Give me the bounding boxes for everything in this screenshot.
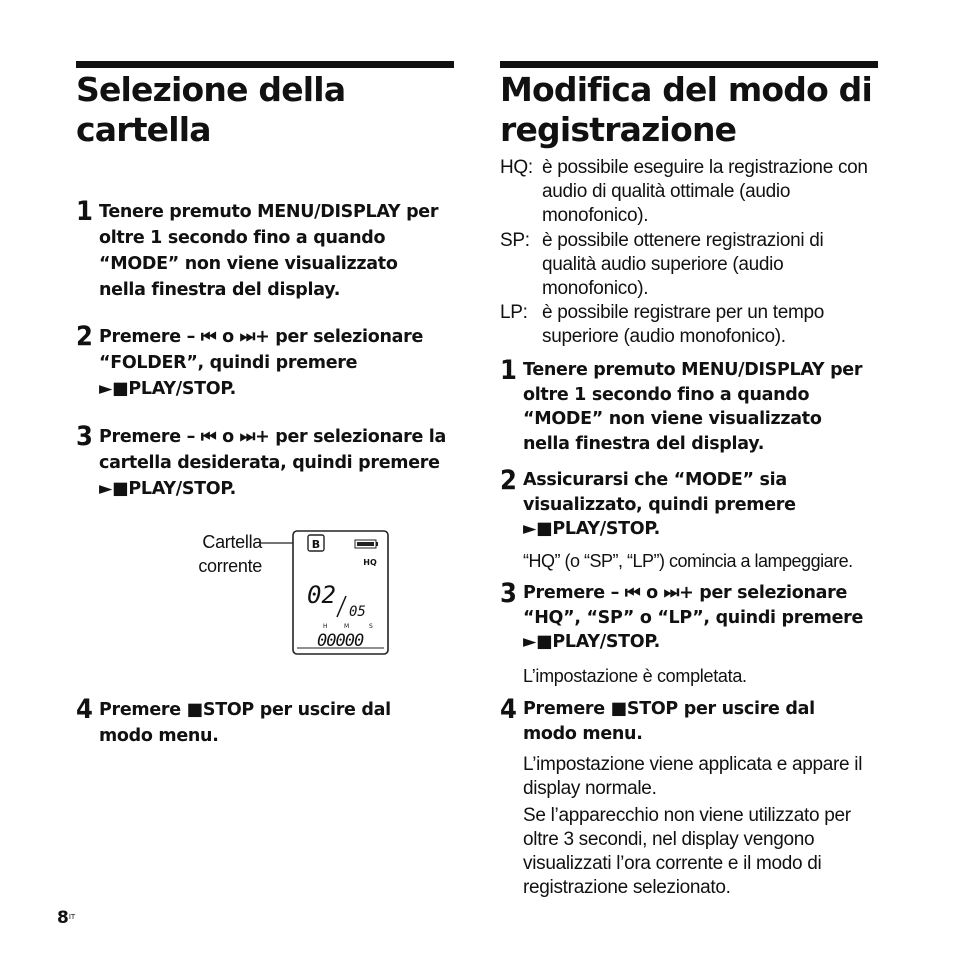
stop-icon: ■: [610, 699, 627, 719]
prev-track-icon: ⏮: [624, 583, 641, 603]
left-step-1-number: 1: [76, 196, 93, 227]
page-number: $8^{IT}$: [57, 908, 76, 928]
right-step-4-number: 4: [500, 694, 517, 725]
right-step-4-text: Premere ■STOP per uscire dal modo menu.: [523, 699, 815, 744]
right-page-title: Modifica del modo di registrazione: [500, 70, 873, 149]
left-step-4-number: 4: [76, 694, 93, 725]
right-step-3-number: 3: [500, 578, 517, 609]
play-stop-icon: ►■: [99, 479, 129, 499]
right-step-2-note: “HQ” (o “SP”, “LP”) comincia a lampeggiare.: [523, 551, 853, 571]
right-step-1-number: 1: [500, 355, 517, 386]
left-step-2-number: 2: [76, 321, 93, 352]
right-step-2-number: 2: [500, 465, 517, 496]
right-step-4-note-1: L’impostazione viene applicata e appare il display normale.: [523, 754, 863, 799]
page-language: IT: [68, 913, 76, 921]
left-step-1-text: Tenere premuto MENU/DISPLAY per oltre 1 secondo fino a quando “MODE” non viene visualizzato nella finestra del display.: [99, 202, 439, 300]
prev-track-icon: ⏮: [200, 327, 217, 347]
right-step-1-text: Tenere premuto MENU/DISPLAY per oltre 1 secondo fino a quando “MODE” non viene visualizzato nella finestra del display.: [523, 360, 863, 454]
time-unit-s: S: [369, 623, 373, 630]
left-page-title: Selezione della cartella: [76, 70, 346, 149]
next-track-icon: ⏭: [663, 583, 680, 603]
mode-hq: HQ: è possibile eseguire la registrazione con audio di qualità ottimale (audio monofonico).: [500, 157, 868, 226]
next-track-icon: ⏭: [239, 327, 256, 347]
mode-sp: SP: è possibile ottenere registrazioni di qualità audio superiore (audio monofonico).: [500, 230, 824, 299]
left-step-4-text: Premere ■STOP per uscire dal modo menu.: [99, 700, 391, 746]
play-stop-icon: ►■: [99, 379, 129, 399]
right-step-3-text: Premere – ⏮ o ⏭+ per selezionare “HQ”, “SP” o “LP”, quindi premere ►■PLAY/STOP.: [523, 583, 864, 652]
display-illustration: [255, 528, 390, 658]
right-step-4-note-2: Se l’apparecchio non viene utilizzato per oltre 3 secondi, nel display vengono visualizzati l’ora corrente e il modo di registrazione selezionato.: [523, 805, 851, 898]
time-counter: 00000: [317, 631, 364, 651]
figure-label: Cartella corrente: [198, 532, 262, 576]
play-stop-icon: ►■: [523, 519, 553, 539]
left-step-3-text: Premere – ⏮ o ⏭+ per selezionare la cartella desiderata, quindi premere ►■PLAY/STOP.: [99, 427, 447, 499]
play-stop-icon: ►■: [523, 632, 553, 652]
folder-indicator: B: [311, 538, 321, 551]
mode-lp: LP: è possibile registrare per un tempo superiore (audio monofonico).: [500, 302, 825, 347]
next-track-icon: ⏭: [239, 427, 256, 447]
prev-track-icon: ⏮: [200, 427, 217, 447]
quality-indicator: HQ: [363, 558, 377, 567]
file-count: 05: [349, 604, 366, 620]
left-step-3-number: 3: [76, 421, 93, 452]
time-unit-m: M: [344, 623, 350, 630]
stop-icon: ■: [186, 700, 203, 720]
left-step-2-text: Premere – ⏮ o ⏭+ per selezionare “FOLDER”, quindi premere ►■PLAY/STOP.: [99, 327, 424, 399]
time-unit-h: H: [323, 623, 328, 630]
right-step-3-note: L’impostazione è completata.: [523, 666, 747, 686]
right-title-rule: [500, 61, 878, 68]
folder-number: 02: [307, 581, 336, 609]
battery-icon: [355, 540, 378, 548]
right-step-2-text: Assicurarsi che “MODE” sia visualizzato, quindi premere ►■PLAY/STOP.: [523, 470, 796, 539]
left-title-rule: [76, 61, 454, 68]
